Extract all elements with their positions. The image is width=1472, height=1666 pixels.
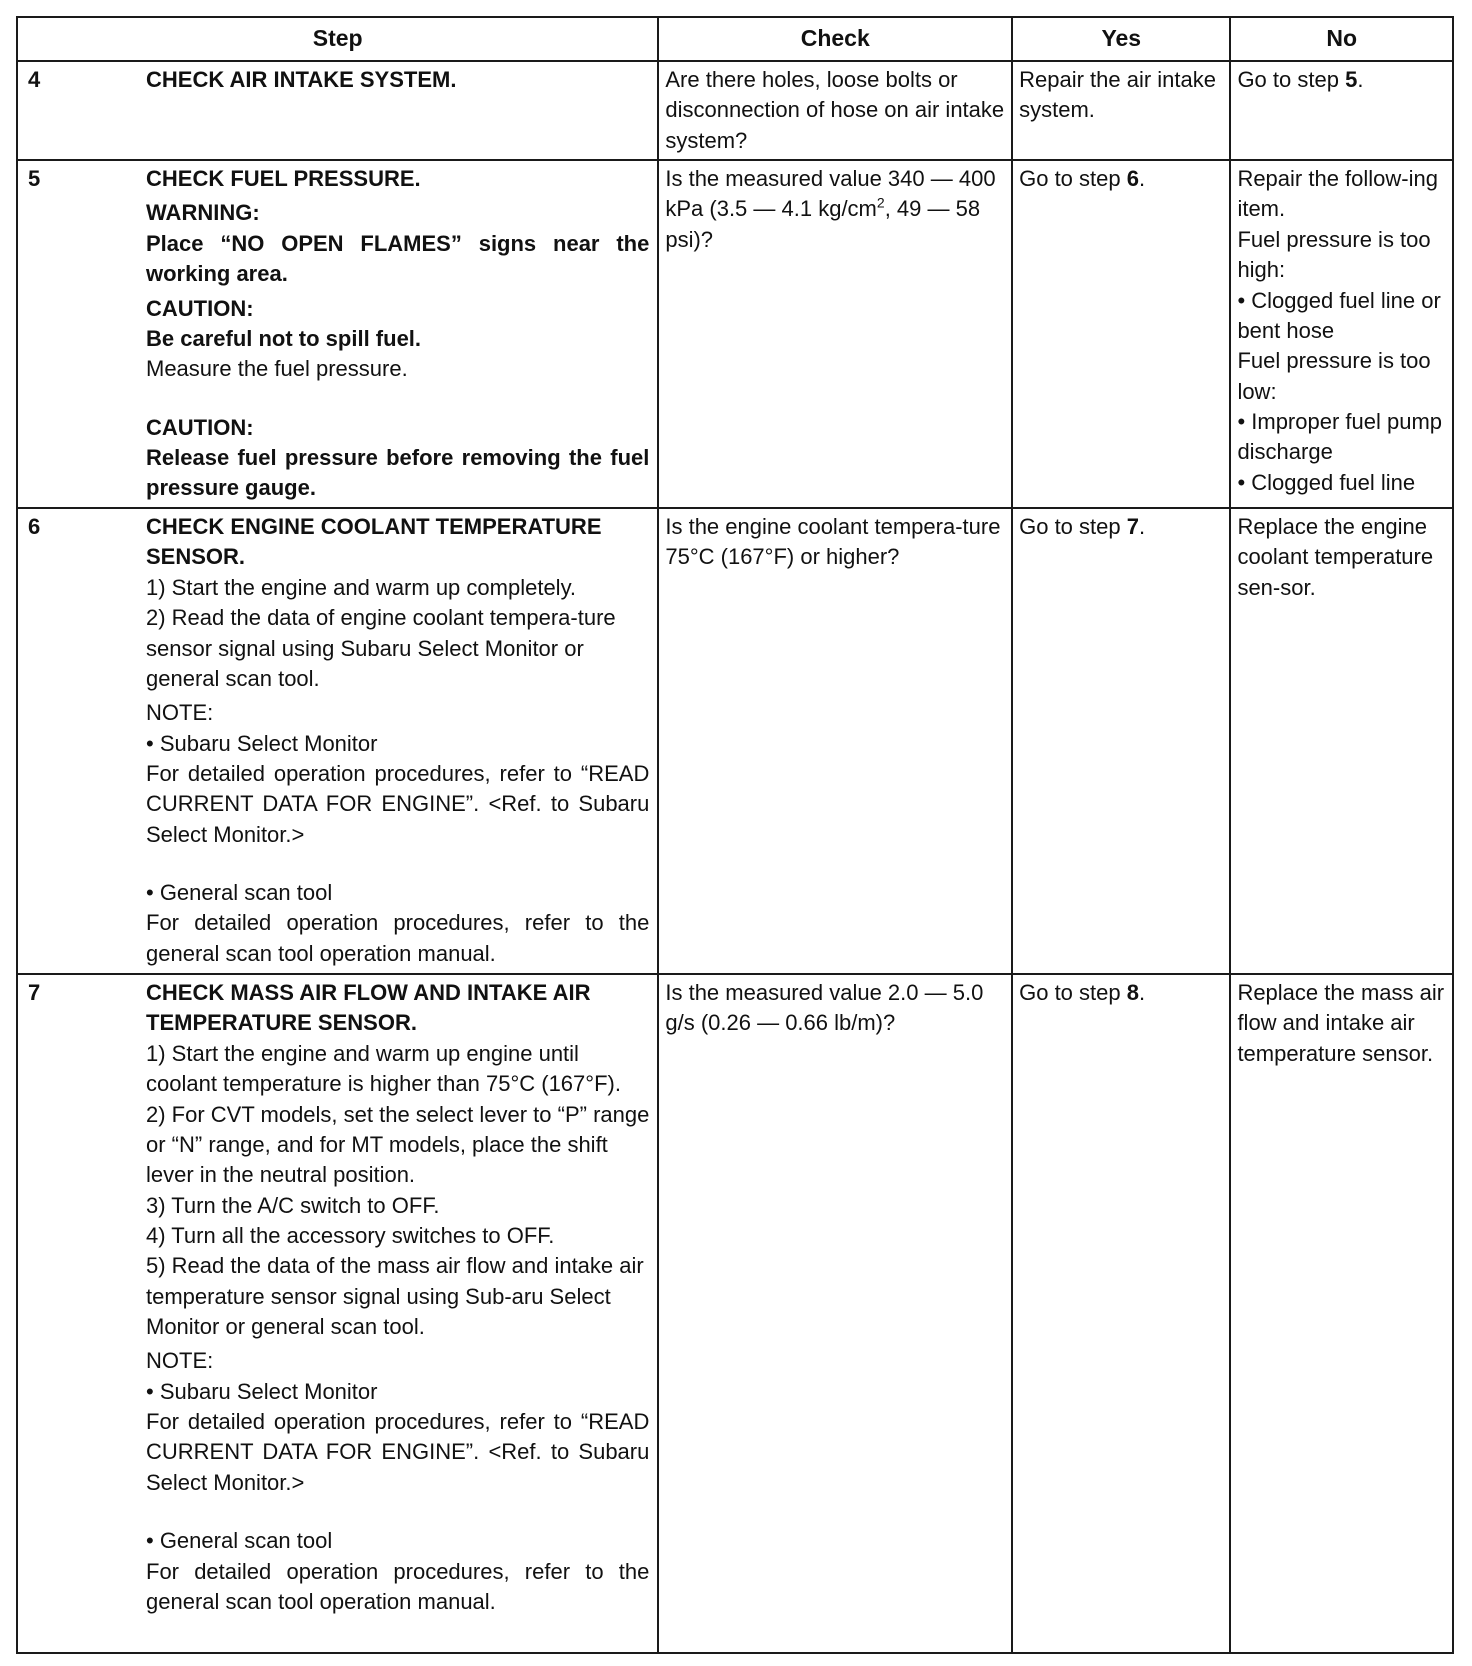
note-text: For detailed operation procedures, refer to the general scan tool operation manual. <box>146 1558 650 1614</box>
procedure-step: 2) For CVT models, set the select lever to “P” range or “N” range, and for MT models, place the shift lever in the neutral position. <box>146 1101 650 1188</box>
yes-text: Go to step <box>1019 514 1127 540</box>
step-title: CHECK FUEL PRESSURE. <box>146 166 421 192</box>
check-cell: Is the measured value 2.0 — 5.0 g/s (0.26 — 0.66 lb/m)? <box>658 974 1012 1653</box>
step-cell <box>17 974 658 1653</box>
step-cell <box>17 61 658 160</box>
note-bullet: • Subaru Select Monitor <box>146 1378 378 1404</box>
yes-suffix: . <box>1138 980 1146 1006</box>
check-text: , 49 — 58 psi)? <box>665 196 981 252</box>
no-line: • Improper fuel pump discharge <box>1237 408 1443 465</box>
no-line: • Clogged fuel line or bent hose <box>1237 287 1441 343</box>
step-title: CHECK ENGINE COOLANT TEMPERATURE SENSOR. <box>146 514 602 570</box>
no-line: Fuel pressure is too high: <box>1237 226 1431 283</box>
step-title: CHECK MASS AIR FLOW AND INTAKE AIR TEMPERATURE SENSOR. <box>146 980 591 1036</box>
step-number: 5 <box>28 166 41 192</box>
table-row <box>17 508 1453 974</box>
yes-cell <box>1012 160 1230 508</box>
yes-cell <box>1012 508 1230 974</box>
step-link: 5 <box>1345 67 1358 92</box>
procedure-step: 3) Turn the A/C switch to OFF. <box>146 1192 440 1218</box>
step-number: 4 <box>28 67 41 92</box>
yes-text: Go to step <box>1019 166 1127 192</box>
note-bullet: • General scan tool <box>146 1528 333 1554</box>
troubleshooting-table <box>16 16 1454 1654</box>
yes-cell: Repair the air intake system. <box>1012 61 1230 160</box>
procedure-step: 4) Turn all the accessory switches to OFF. <box>146 1222 555 1248</box>
check-cell: Are there holes, loose bolts or disconnection of hose on air intake system? <box>658 61 1012 160</box>
caution-text: Be careful not to spill fuel. <box>146 325 422 351</box>
measure-instruction: Measure the fuel pressure. <box>146 356 408 382</box>
yes-suffix: . <box>1138 514 1146 540</box>
header-yes: Yes <box>1012 17 1230 61</box>
procedure-step: 1) Start the engine and warm up completely. <box>146 574 577 600</box>
yes-suffix: . <box>1138 166 1146 192</box>
table-header-row <box>17 17 1453 61</box>
note-label: NOTE: <box>146 1348 214 1374</box>
warning-label: WARNING: <box>146 200 260 226</box>
yes-text: Go to step <box>1019 980 1127 1006</box>
table-row <box>17 974 1453 1653</box>
caution-label: CAUTION: <box>146 414 254 440</box>
step-link: 6 <box>1126 166 1139 192</box>
no-cell: Replace the mass air flow and intake air temperature sensor. <box>1230 974 1453 1653</box>
yes-cell <box>1012 974 1230 1653</box>
no-cell <box>1230 61 1453 160</box>
note-label: NOTE: <box>146 700 214 726</box>
note-text: For detailed operation procedures, refer to “READ CURRENT DATA FOR ENGINE”. <Ref. to Subaru Select Monitor.> <box>146 1409 650 1495</box>
check-cell: Is the engine coolant tempera-ture 75°C (167°F) or higher? <box>658 508 1012 974</box>
procedure-step: 2) Read the data of engine coolant tempera-ture sensor signal using Subaru Select Monitor or general scan tool. <box>146 605 616 691</box>
superscript: 2 <box>876 195 885 212</box>
step-link: 8 <box>1126 980 1139 1006</box>
no-text: Go to step <box>1237 67 1346 92</box>
caution-text: Release fuel pressure before removing the fuel pressure gauge. <box>146 444 650 501</box>
header-no: No <box>1230 17 1453 61</box>
header-check: Check <box>658 17 1012 61</box>
step-cell <box>17 508 658 974</box>
step-cell <box>17 160 658 508</box>
step-title: CHECK AIR INTAKE SYSTEM. <box>146 67 457 92</box>
no-line: Fuel pressure is too low: <box>1237 348 1431 404</box>
no-suffix: . <box>1357 67 1364 92</box>
check-text: Is the measured value 340 — 400 kPa (3.5 — 4.1 kg/cm <box>665 166 996 222</box>
no-cell <box>1230 160 1453 508</box>
no-line: • Clogged fuel line <box>1237 469 1416 495</box>
procedure-step: 1) Start the engine and warm up engine until coolant temperature is higher than 75°C (167°F). <box>146 1040 621 1097</box>
caution-label: CAUTION: <box>146 295 254 321</box>
step-link: 7 <box>1126 514 1139 540</box>
note-bullet: • General scan tool <box>146 880 333 906</box>
no-line: Repair the follow-ing item. <box>1237 166 1438 222</box>
note-text: For detailed operation procedures, refer to the general scan tool operation manual. <box>146 910 650 966</box>
step-number: 6 <box>28 514 41 540</box>
procedure-step: 5) Read the data of the mass air flow and intake air temperature sensor signal using Sub-aru Select Monitor or general scan tool. <box>146 1253 644 1340</box>
no-cell: Replace the engine coolant temperature sen-sor. <box>1230 508 1453 974</box>
table-row <box>17 61 1453 160</box>
note-bullet: • Subaru Select Monitor <box>146 730 378 756</box>
step-number: 7 <box>28 980 41 1006</box>
note-text: For detailed operation procedures, refer to “READ CURRENT DATA FOR ENGINE”. <Ref. to Subaru Select Monitor.> <box>146 760 650 847</box>
warning-text: Place “NO OPEN FLAMES” signs near the working area. <box>146 230 650 287</box>
table-row <box>17 160 1453 508</box>
header-step: Step <box>17 17 658 61</box>
check-cell <box>658 160 1012 508</box>
